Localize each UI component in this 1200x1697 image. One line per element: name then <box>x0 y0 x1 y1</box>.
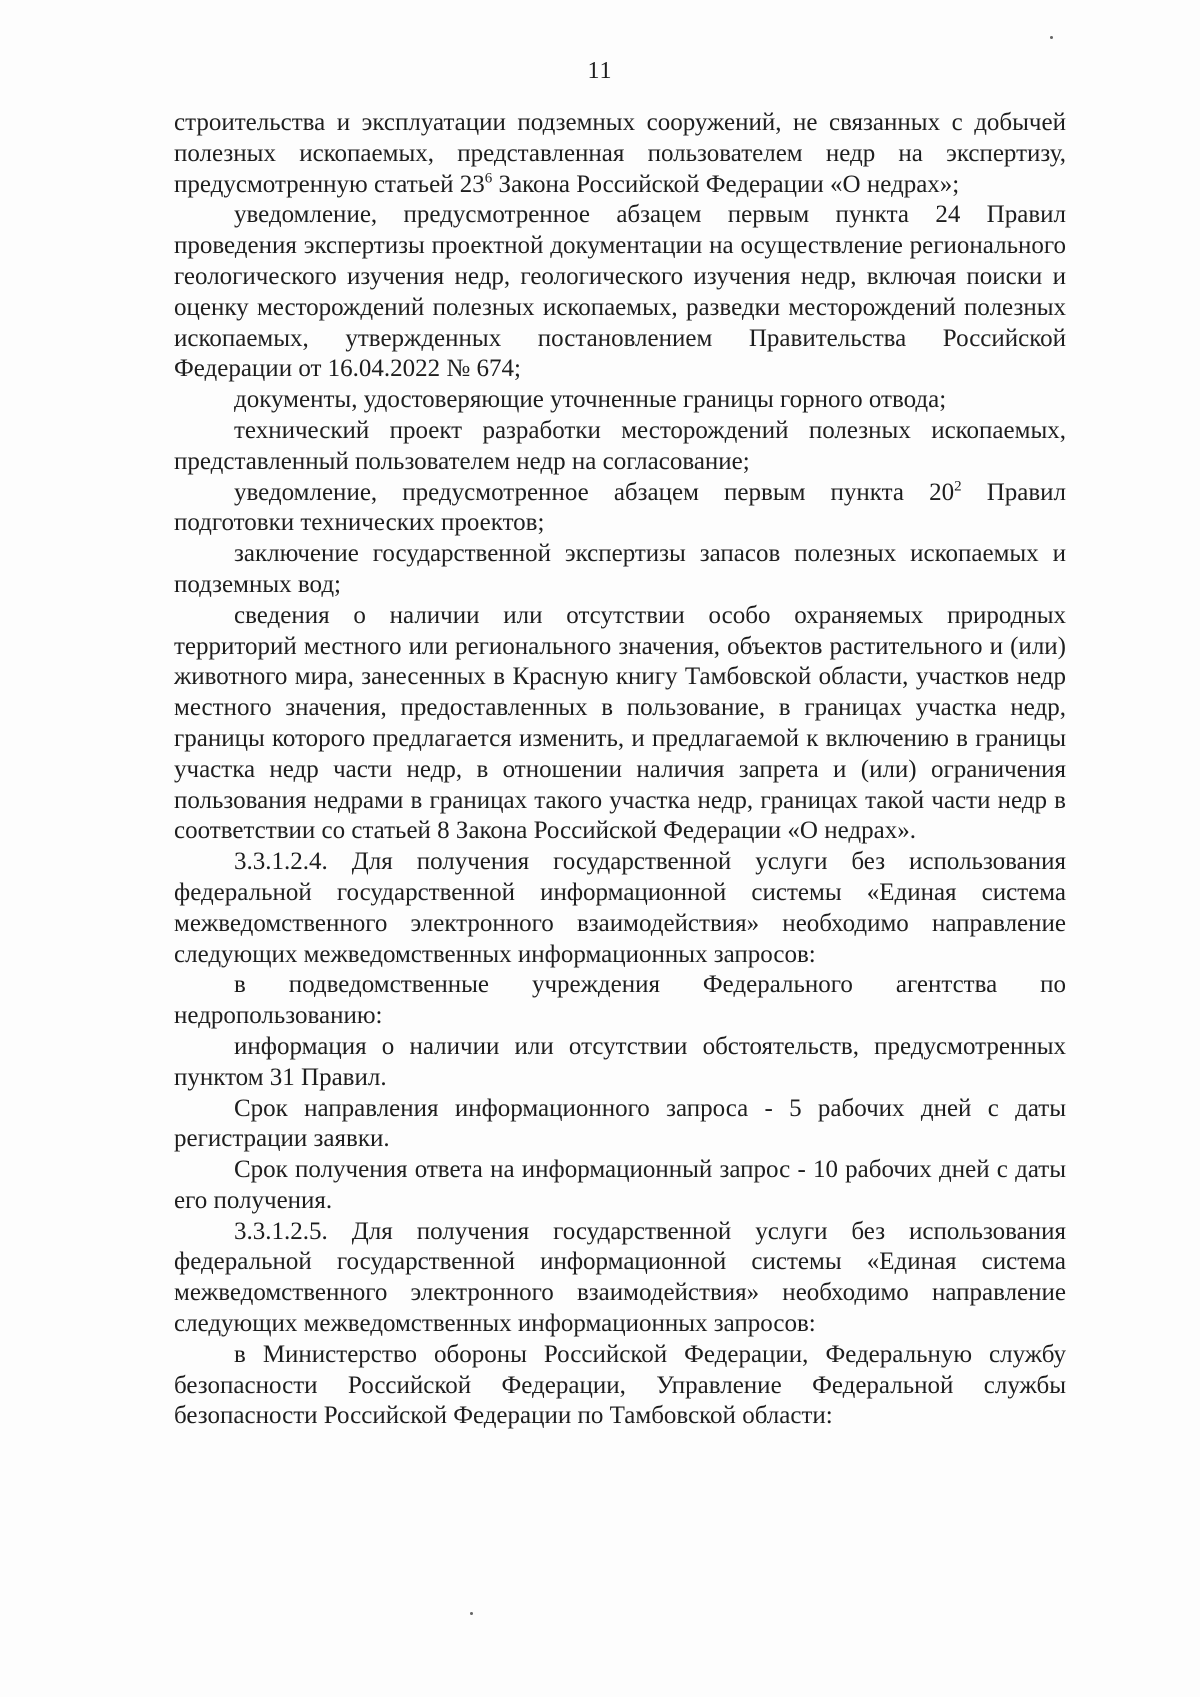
paragraph: строительства и эксплуатации подземных сооружений, не связанных с добычей полезных ископаемых, представленная пользователем недр на экспертизу, предусмотренную статьей $23^6$ Закона Российской Федерации «О недрах»; <box>174 109 1066 198</box>
paragraph: 3.3.1.2.4. Для получения государственной услуги без использования федеральной государственной информационной системы «Единая система межведомственного электронного взаимодействия» необходимо направление следующих межведомственных информационных запросов: <box>174 848 1066 968</box>
paragraph: в Министерство обороны Российской Федерации, Федеральную службу безопасности Российской Федерации, Управление Федеральной службы безопасности Российской Федерации по Тамбовской области: <box>174 1340 1066 1430</box>
paragraph: уведомление, предусмотренное абзацем первым пункта 24 Правил проведения экспертизы проектной документации на осуществление регионального геологического изучения недр, геологического изучения недр, включая поиски и оценку месторождений полезных ископаемых, разведки месторождений полезных ископаемых, утвержденных постановлением Правительства Российской Федерации от 16.04.2022 № 674; <box>174 201 1066 383</box>
superscript: 2 <box>954 478 962 495</box>
page-number: 11 <box>587 58 613 84</box>
paragraph: уведомление, предусмотренное абзацем первым пункта $20^2$ Правил подготовки технических проектов; <box>174 478 1067 537</box>
paragraph: информация о наличии или отсутствии обстоятельств, предусмотренных пунктом 31 Правил. <box>174 1032 1066 1091</box>
paragraph: заключение государственной экспертизы запасов полезных ископаемых и подземных вод; <box>174 540 1066 598</box>
paragraph: технический проект разработки месторождений полезных ископаемых, представленный пользователем недр на согласование; <box>174 416 1066 475</box>
paragraph: в подведомственные учреждения Федерального агентства по недропользованию: <box>174 971 1066 1030</box>
paragraph: сведения о наличии или отсутствии особо охраняемых природных территорий местного или регионального значения, объектов растительного и (или) животного мира, занесенных в Красную книгу Тамбовской области, участков недр местного значения, предоставленных в пользование, в границах участка недр, границы которого предлагается изменить, и предлагаемой к включению в границы участка недр части недр, в отношении наличия запрета и (или) ограничения пользования недрами в границах такого участка недр, границах такой части недр в соответствии со статьей 8 Закона Российской Федерации «О недрах». <box>174 601 1066 845</box>
paragraph: 3.3.1.2.5. Для получения государственной услуги без использования федеральной государственной информационной системы «Единая система межведомственного электронного взаимодействия» необходимо направление следующих межведомственных информационных запросов: <box>174 1217 1066 1338</box>
paragraph: Срок направления информационного запроса - 5 рабочих дней с даты регистрации заявки. <box>174 1094 1066 1153</box>
document-body <box>174 108 1066 1432</box>
paragraph: Срок получения ответа на информационный запрос - 10 рабочих дней с даты его получения. <box>174 1156 1066 1214</box>
paragraph: документы, удостоверяющие уточненные границы горного отвода; <box>234 386 947 414</box>
superscript: 6 <box>484 170 493 187</box>
scan-speck <box>470 1612 473 1615</box>
scan-speck <box>1050 36 1053 39</box>
